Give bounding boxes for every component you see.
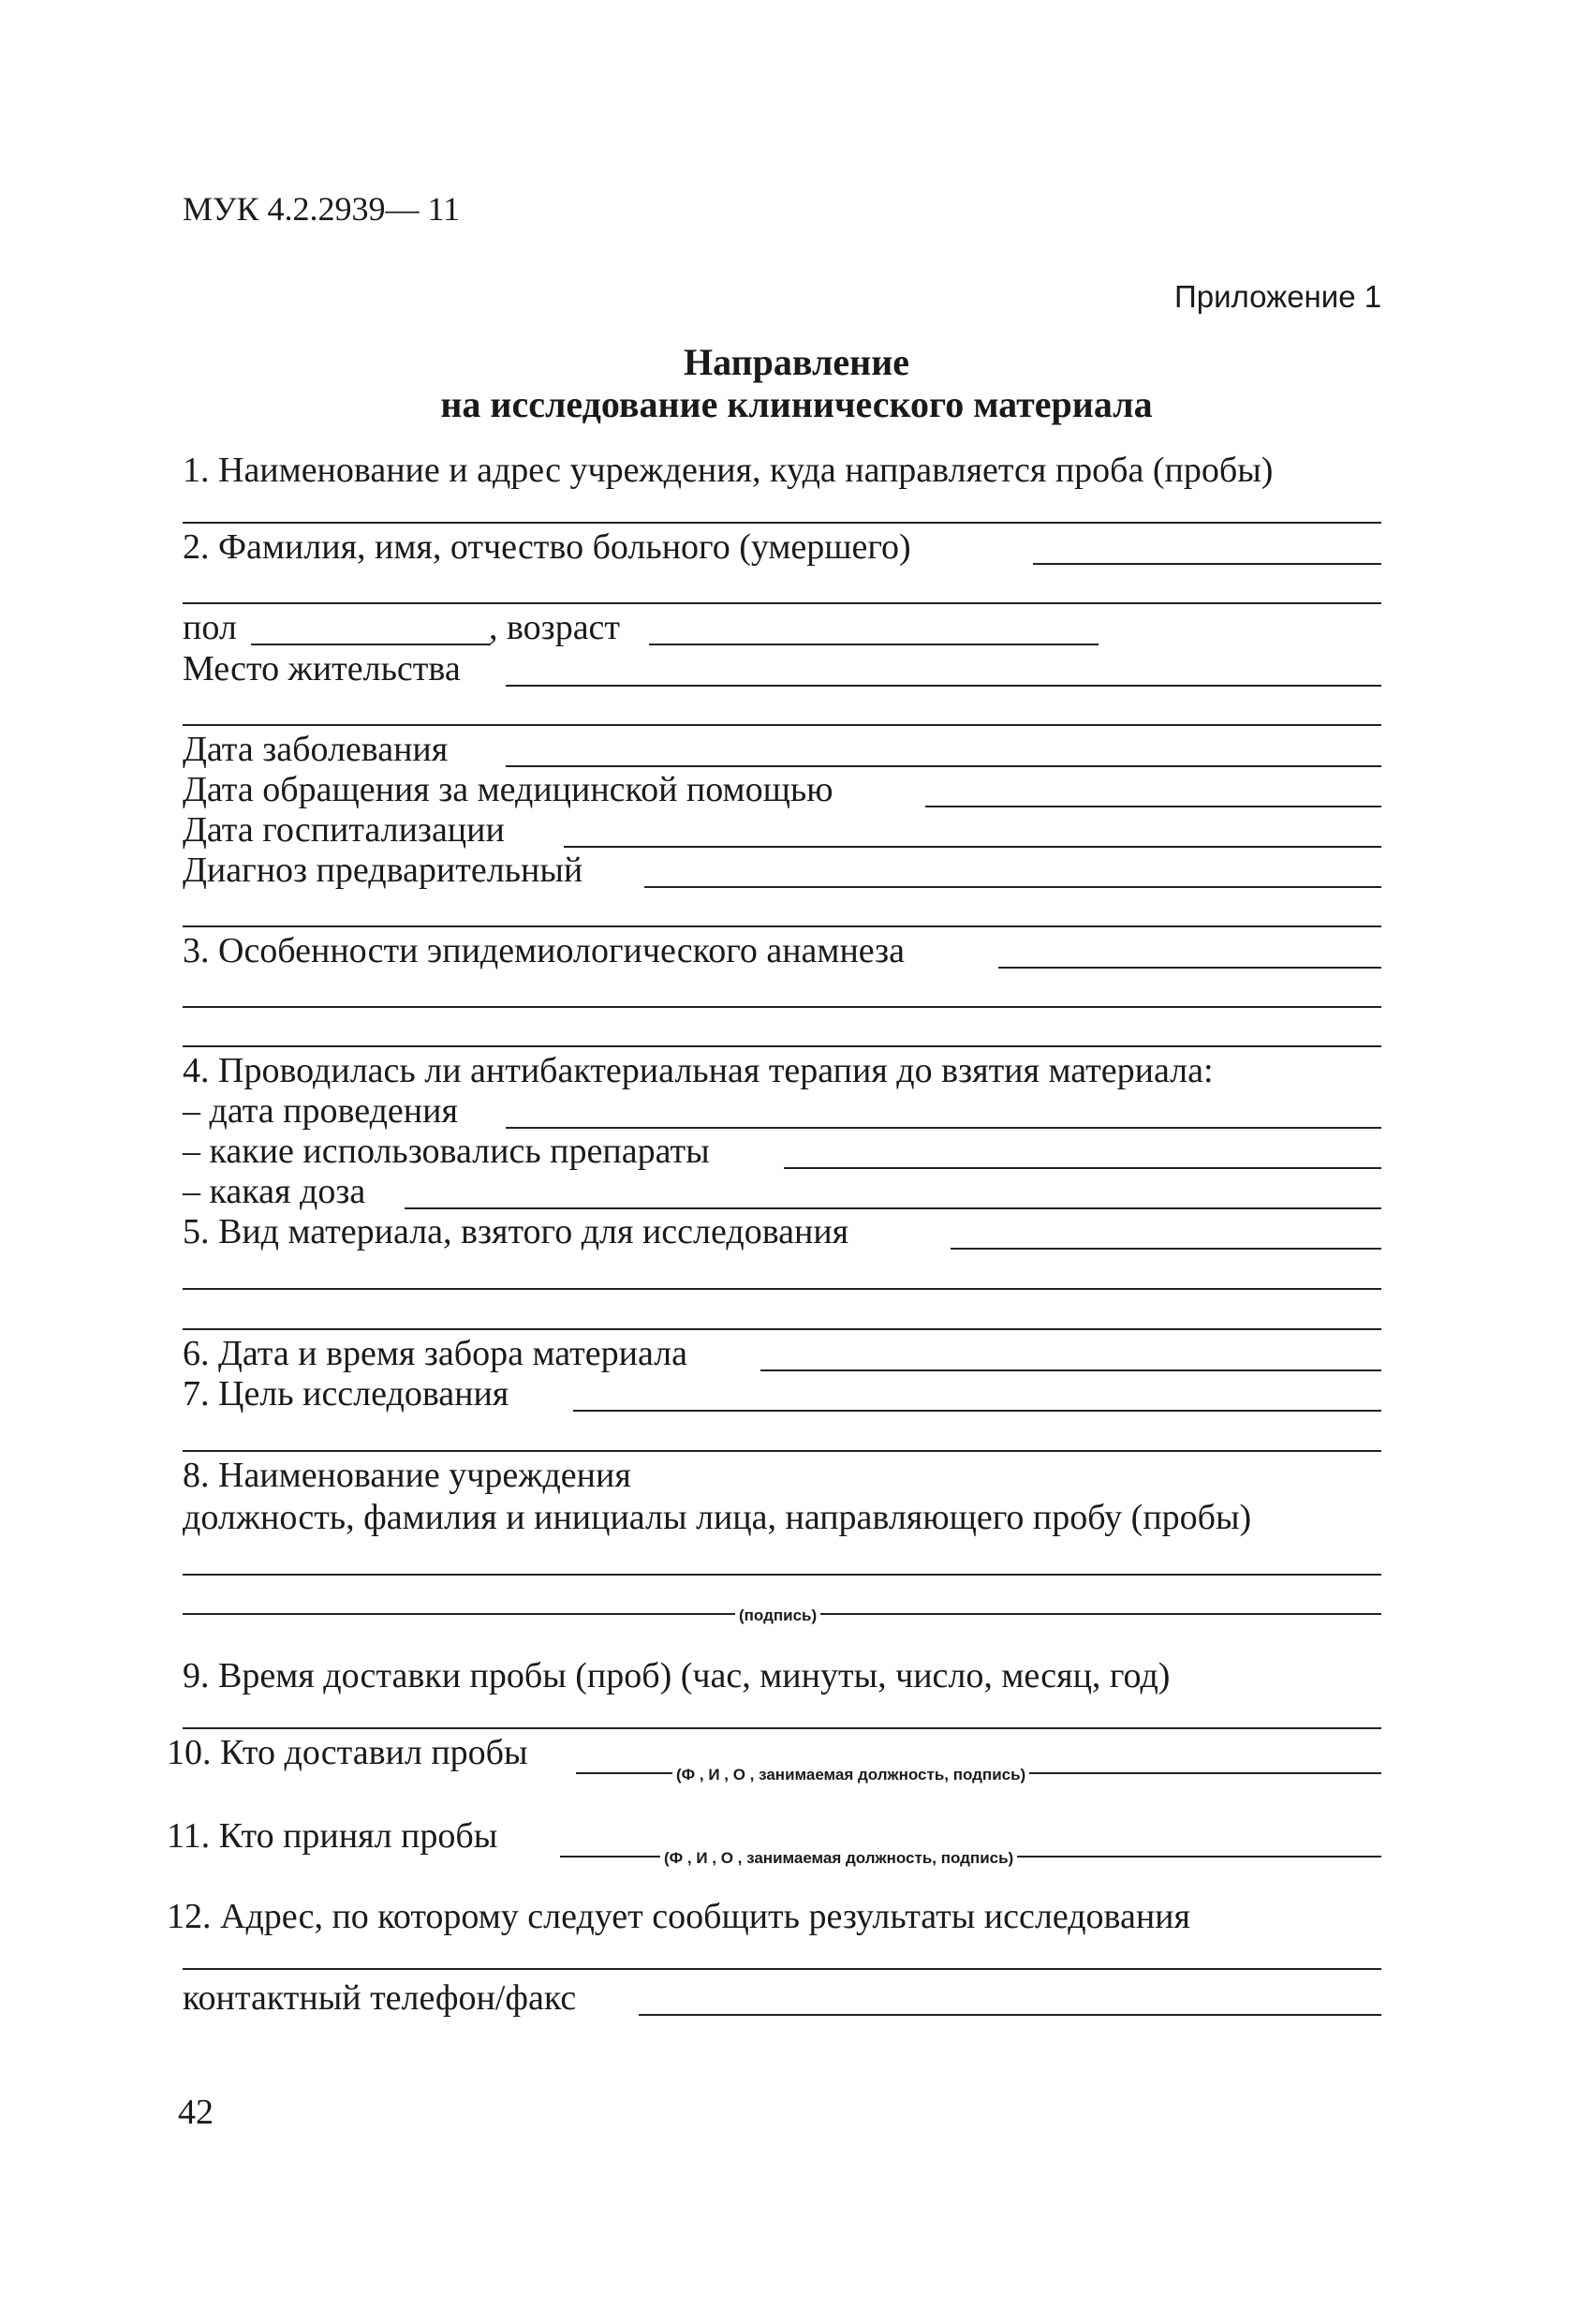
field-9-line[interactable] — [183, 1727, 1381, 1729]
item-8-label: 8. Наименование учреждения — [183, 1456, 631, 1495]
sex-field[interactable] — [251, 644, 491, 645]
item-5-label: 5. Вид материала, взятого для исследования — [183, 1212, 849, 1251]
visit-date-label: Дата обращения за медицинской помощью — [183, 770, 833, 809]
diagnosis-label: Диагноз предварительный — [183, 851, 583, 890]
field-4a-line[interactable] — [506, 1127, 1381, 1129]
document-code: МУК 4.2.2939— 11 — [183, 190, 461, 228]
field-3-line[interactable] — [998, 967, 1381, 969]
field-6-line[interactable] — [760, 1369, 1381, 1371]
field-3c-line[interactable] — [183, 1045, 1381, 1047]
field-1-line[interactable] — [183, 522, 1381, 524]
field-2b-line[interactable] — [183, 602, 1381, 604]
onset-date-field[interactable] — [506, 765, 1381, 767]
diagnosis-field[interactable] — [644, 886, 1381, 888]
residence-field[interactable] — [506, 685, 1381, 687]
visit-date-field[interactable] — [925, 806, 1381, 807]
phone-field[interactable] — [639, 2014, 1381, 2016]
age-label: , возраст — [489, 608, 621, 647]
item-8-sublabel: должность, фамилия и инициалы лица, направляющего пробу (пробы) — [183, 1498, 1252, 1537]
item-4-label: 4. Проводилась ли антибактериальная терапия до взятия материала: — [183, 1051, 1214, 1090]
field-4c-line[interactable] — [405, 1207, 1381, 1209]
signature-caption: (подпись) — [735, 1607, 820, 1623]
field-3b-line[interactable] — [183, 1006, 1381, 1008]
onset-date-label: Дата заболевания — [183, 730, 449, 769]
field-5b-line[interactable] — [183, 1288, 1381, 1290]
hosp-date-label: Дата госпитализации — [183, 810, 505, 850]
sex-label: пол — [183, 608, 237, 647]
residence-label: Место жительства — [183, 649, 461, 688]
item-4b-label: – какие использовались препараты — [183, 1132, 710, 1171]
item-4c-label: – какая доза — [183, 1172, 366, 1211]
residence-field-2[interactable] — [183, 724, 1381, 726]
form-title: Направление — [684, 341, 909, 383]
item-10-caption: (Ф , И , О , занимаемая должность, подпись) — [672, 1767, 1029, 1783]
field-5c-line[interactable] — [183, 1328, 1381, 1330]
item-3-label: 3. Особенности эпидемиологического анамнеза — [183, 931, 906, 970]
appendix-label: Приложение 1 — [1174, 279, 1382, 314]
item-11-label: 11. Кто принял пробы — [167, 1816, 498, 1856]
field-12-line[interactable] — [183, 1968, 1381, 1970]
item-6-label: 6. Дата и время забора материала — [183, 1334, 687, 1373]
item-10-label: 10. Кто доставил пробы — [167, 1733, 528, 1772]
field-7-line[interactable] — [573, 1410, 1381, 1412]
hosp-date-field[interactable] — [564, 846, 1381, 848]
item-2-label: 2. Фамилия, имя, отчество больного (умершего) — [183, 527, 911, 567]
phone-label: контактный телефон/факс — [183, 1978, 577, 2018]
item-9-label: 9. Время доставки пробы (проб) (час, минуты, число, месяц, год) — [183, 1656, 1171, 1695]
field-2-line[interactable] — [1033, 563, 1381, 565]
age-field[interactable] — [649, 644, 1099, 645]
item-12-label: 12. Адрес, по которому следует сообщить результаты исследования — [167, 1897, 1190, 1936]
field-8-line[interactable] — [183, 1574, 1381, 1576]
field-7b-line[interactable] — [183, 1450, 1381, 1452]
page-number: 42 — [178, 2093, 214, 2132]
item-11-caption: (Ф , И , О , занимаемая должность, подпись) — [660, 1850, 1017, 1866]
item-4a-label: – дата проведения — [183, 1091, 458, 1131]
form-subtitle: на исследование клинического материала — [440, 383, 1153, 425]
field-5-line[interactable] — [951, 1248, 1381, 1250]
diagnosis-field-2[interactable] — [183, 925, 1381, 927]
item-1-label: 1. Наименование и адрес учреждения, куда направляется проба (пробы) — [183, 451, 1274, 490]
item-7-label: 7. Цель исследования — [183, 1374, 509, 1414]
field-4b-line[interactable] — [784, 1167, 1381, 1169]
